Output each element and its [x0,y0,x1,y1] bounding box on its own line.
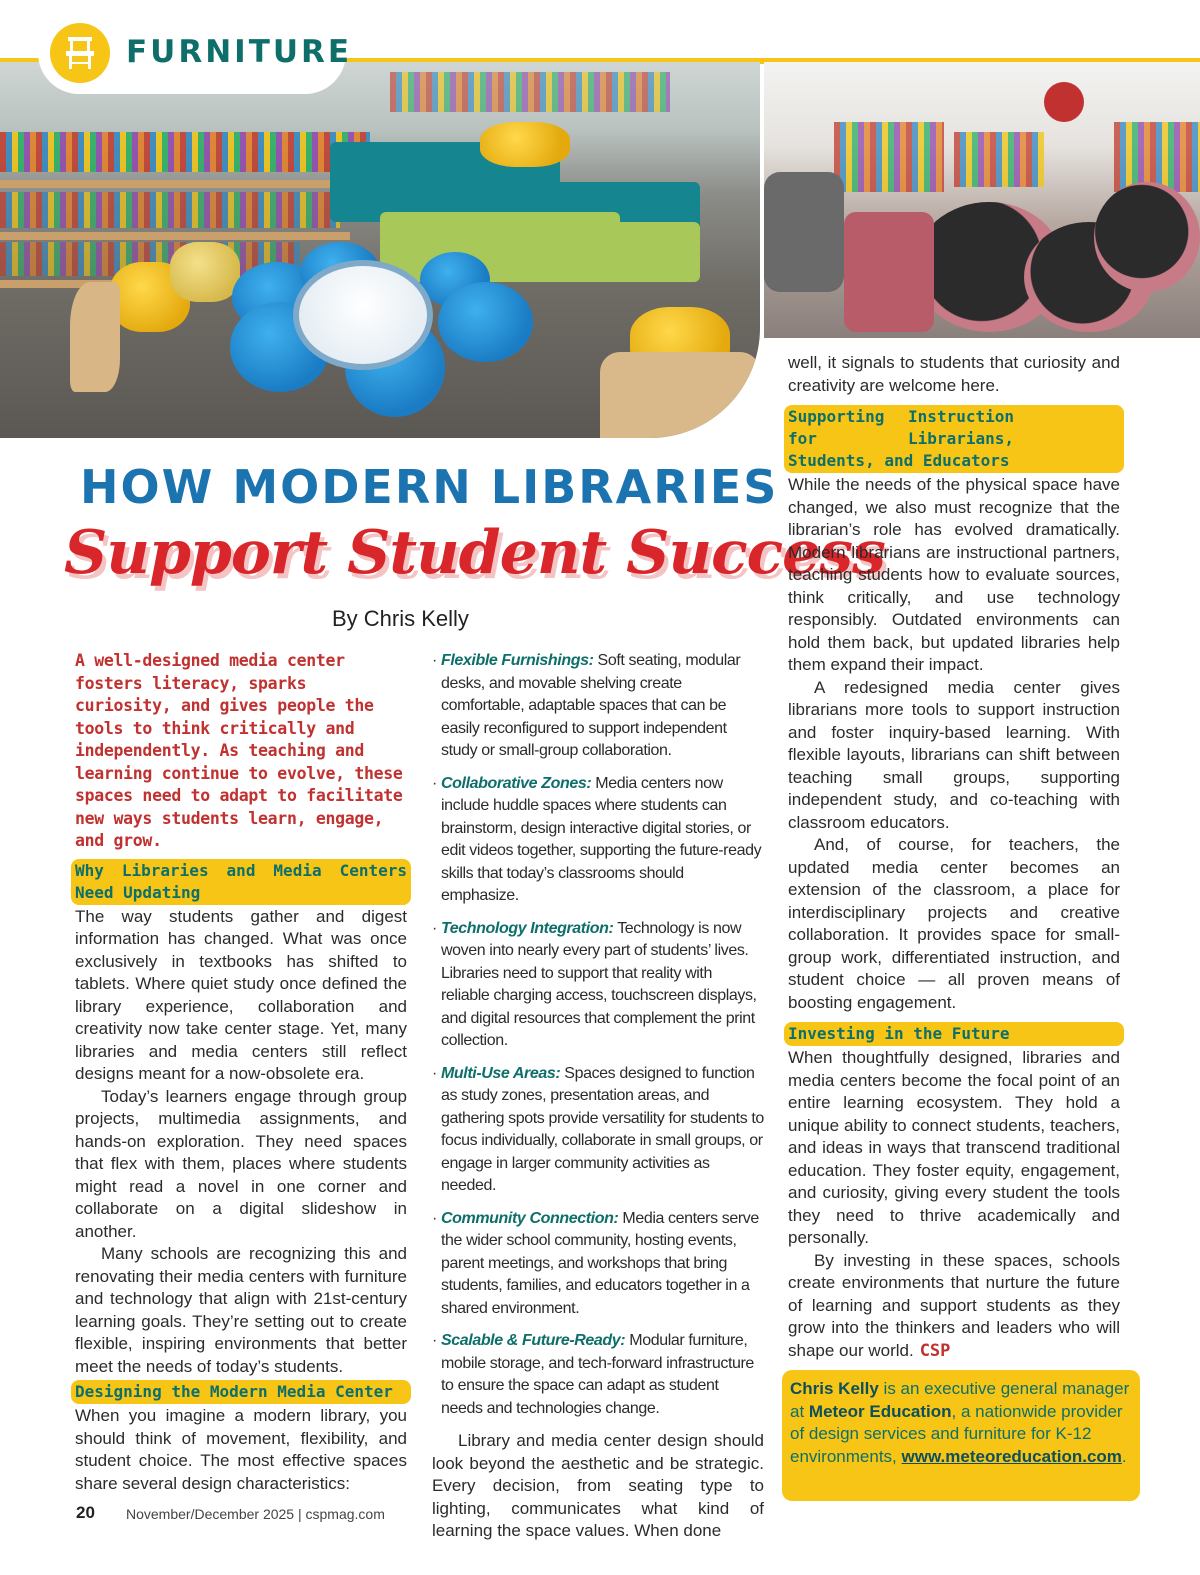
section-label: FURNITURE [126,34,353,70]
list-item [432,918,764,1053]
company-link[interactable]: www.meteoreducation.com [901,1446,1122,1466]
column-3 [788,352,1120,1362]
paragraph-text: By investing in these spaces, schools create environments that nurture the future of learning and support students as they grow into the thinkers and leaders who will shape our world. [788,1250,1120,1360]
paragraph [788,1250,1120,1363]
paragraph: The way students gather and digest information has changed. What was once exclusively in textbooks has shifted to tablets. Where quiet study once defined the library experience, collaboration and creativity now take center stage. Yet, many libraries and media centers still reflect designs meant for a now-obsolete era. [75,906,407,1083]
end-mark: CSP [919,1340,951,1361]
page-number: 20 [76,1503,95,1522]
subheading-investing: Investing in the Future [784,1022,1124,1046]
list-item [432,1330,764,1420]
list-text: Soft seating, modular desks, and movable shelving create comfortable, adaptable spaces that can be easily reconfigured to support independent study or small-group collaboration. [441,652,741,759]
paragraph: When you imagine a modern library, you should think of movement, flexibility, and student choice. The most effective spaces share several design characteristics: [75,1406,407,1493]
library-photo-left [0,62,760,438]
paragraph: And, of course, for teachers, the updated media center becomes an extension of the classroom, a place for interdisciplinary projects and creative collaboration. It provides space for small-group work, differentiated instruction, and student choice — all proven means of boosting engagement. [788,835,1120,1012]
bio-text: , a nationwide provider of design services and furniture for K-12 environments, [790,1401,1123,1466]
column-2 [432,650,764,1543]
paragraph: Today’s learners engage through group projects, multimedia assignments, and hands-on exploration. They need spaces that flex with them, places where students might read a novel in one corner and collaborate on a digital slideshow in another. [75,1086,407,1241]
paragraph: A redesigned media center gives librarians more tools to support instruction and foster inquiry-based learning. With flexible layouts, librarians can shift between teaching small groups, supporting independent study, and co-teaching with classroom educators. [788,677,1120,832]
column-1 [75,650,407,1495]
paragraph: Library and media center design should look beyond the aesthetic and be strategic. Every decision, from seating type to lighting, communicates what kind of learning the space values. When done [432,1431,764,1540]
company-name: Meteor Education [808,1401,952,1421]
paragraph: When thoughtfully designed, libraries and media centers become the focal point of an entire learning ecosystem. They hold a unique ability to connect students, teachers, and ideas in ways that transcend traditional education. They foster equity, engagement, and curiosity, giving every student the tools they need to thrive academically and personally. [788,1048,1120,1247]
subheading-why: Why Libraries and Media Centers Need Updating [71,859,411,905]
list-item [432,650,764,763]
list-term: Scalable & Future-Ready: [441,1332,626,1349]
paragraph: While the needs of the physical space have changed, we also must recognize that the librarian’s role has evolved dramatically. Modern librarians are instructional partners, teaching students how to evaluate sources, think critically, and use technology responsibly. Outdated environments can hold them back, but updated libraries help them expand their impact. [788,475,1120,674]
list-text: Modular furniture, mobile storage, and tech-forward infrastructure to ensure the space can adapt as student needs and technologies change. [441,1332,754,1417]
author-name: Chris Kelly [790,1379,879,1398]
bio-text: is an executive general manager at [790,1379,1130,1421]
library-photo-right [764,62,1200,338]
list-term: Multi-Use Areas: [441,1064,561,1082]
list-term: Technology Integration: [441,919,614,937]
list-term: Flexible Furnishings: [441,652,594,669]
byline: By Chris Kelly [332,606,469,631]
list-term: Community Connection: [441,1209,619,1227]
bio-text: . [1121,1446,1127,1466]
list-text: Technology is now woven into nearly every part of students’ lives. Libraries need to support that reality with reliable charging access, touchscreen displays, and digital resources that complement the print collection. [441,919,757,1049]
chair-icon [50,23,110,83]
issue-info: November/December 2025 | cspmag.com [126,1506,385,1522]
paragraph: Many schools are recognizing this and renovating their media centers with furniture and technology that align with 21st-century learning goals. They’re setting out to create flexible, inspiring environments that better meet the needs of today’s students. [75,1244,407,1376]
list-item [432,1208,764,1321]
article-subtitle: Support Student Success [64,518,885,588]
paragraph: well, it signals to students that curiosity and creativity are welcome here. [788,353,1120,395]
list-item [432,773,764,908]
article-title: HOW MODERN LIBRARIES [80,460,779,514]
list-text: Spaces designed to function as study zones, presentation areas, and gathering spots provide versatility for students to focus individually, collaborate in small groups, or engage in larger community activities as needed. [441,1064,764,1194]
characteristics-list [432,650,764,1420]
subheading-designing: Designing the Modern Media Center [71,1380,411,1404]
list-text: Media centers now include huddle spaces where students can brainstorm, design interactive digital stories, or edit videos together, supporting the future-ready skills that today’s classrooms should emphasize. [441,774,762,904]
list-term: Collaborative Zones: [441,774,592,792]
author-bio [782,1370,1140,1501]
list-text: Media centers serve the wider school community, hosting events, parent meetings, and workshops that bring students, families, and educators together in a shared environment. [441,1209,759,1317]
list-item [432,1063,764,1198]
intro-paragraph: A well-designed media center fosters literacy, sparks curiosity, and gives people the tools to think critically and independently. As teaching and learning continue to evolve, these spaces need to adapt to facilitate new ways students learn, engage, and grow. [75,651,403,850]
section-badge [38,12,353,94]
subheading-supporting: Supporting Instruction for Librarians, Students, and Educators [784,405,1124,473]
